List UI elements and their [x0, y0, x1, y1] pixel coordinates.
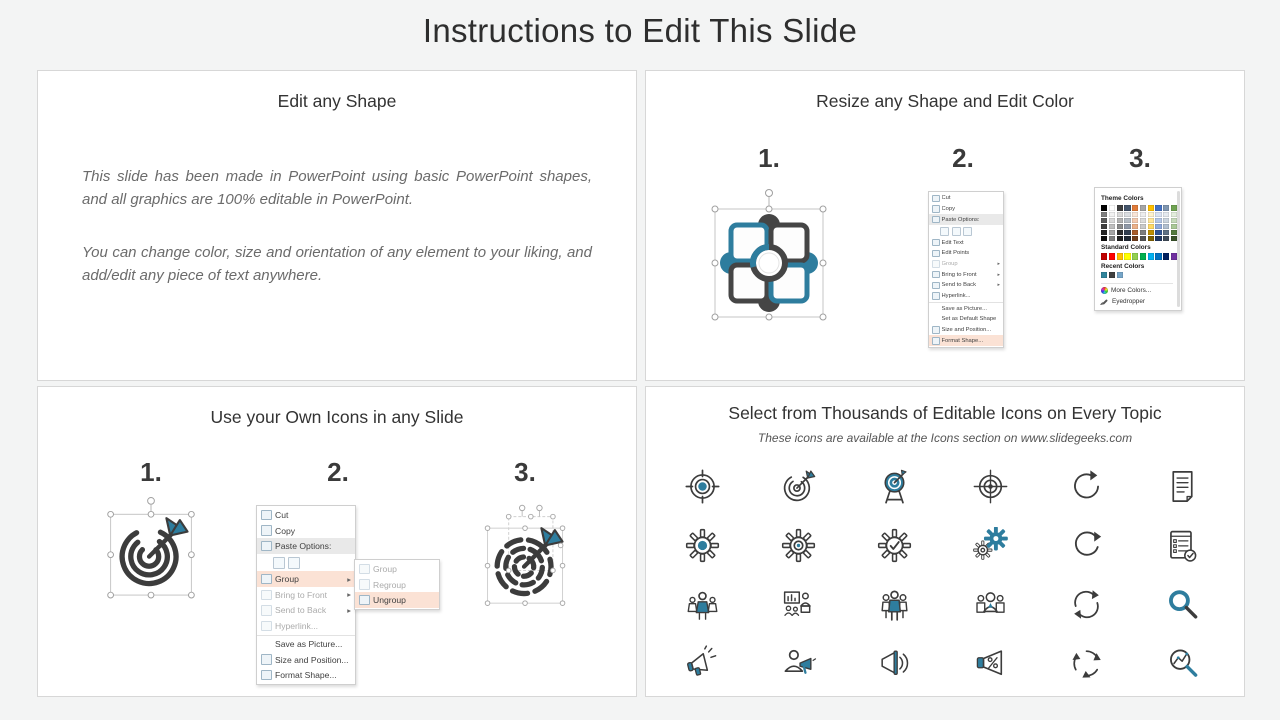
panel-edit-shape [37, 70, 637, 381]
menu-item-save-as-picture[interactable] [257, 635, 355, 652]
theme-color-variant-swatch[interactable] [1132, 212, 1138, 217]
menu-item-group[interactable] [355, 561, 439, 577]
theme-color-swatch[interactable] [1171, 205, 1177, 211]
theme-color-variant-swatch[interactable] [1140, 236, 1146, 241]
recent-colors-label: Recent Colors [1101, 262, 1145, 270]
theme-color-variant-swatch[interactable] [1101, 218, 1107, 223]
presentation-board-icon [778, 585, 818, 625]
menu-item-send-to-back[interactable] [929, 280, 1003, 291]
theme-color-swatch[interactable] [1163, 205, 1169, 211]
menu-item-label: Copy [275, 525, 296, 536]
sync-two-arrows-icon [1066, 585, 1106, 625]
copy-icon [261, 525, 272, 536]
menu-item-hyperlink[interactable] [257, 618, 355, 634]
icons-library-subtitle: These icons are available at the Icons section on www.slidegeeks.com [757, 431, 1133, 445]
submenu-arrow-icon: ▸ [347, 605, 351, 615]
dartboard-dart-icon [778, 467, 818, 507]
submenu-arrow-icon: ▸ [997, 260, 1000, 267]
menu-item-label: Group [373, 563, 397, 574]
menu-item-cut[interactable] [929, 193, 1003, 204]
team-group-icon [874, 585, 914, 625]
cut-icon [932, 195, 940, 203]
standard-color-swatch[interactable] [1171, 253, 1177, 259]
menu-item-label: Regroup [373, 579, 406, 590]
size-position-icon [261, 654, 272, 665]
theme-color-variant-swatch[interactable] [1155, 230, 1161, 235]
standard-color-swatch[interactable] [1109, 253, 1115, 259]
paste-icon [932, 216, 940, 224]
menu-item-edit-points[interactable] [929, 248, 1003, 259]
edit-shape-paragraph-2: You can change color, size and orientation of any element to your liking, and add/edit any piece of text anywhere. [82, 244, 592, 285]
standard-color-swatch[interactable] [1148, 253, 1154, 259]
group-submenu [354, 559, 440, 610]
menu-item-format-shape[interactable] [257, 667, 355, 683]
theme-color-variant-swatch[interactable] [1132, 236, 1138, 241]
theme-color-variant-swatch[interactable] [1171, 212, 1177, 217]
theme-color-variant-swatch[interactable] [1163, 224, 1169, 229]
standard-color-swatch[interactable] [1155, 253, 1161, 259]
crosshair-dot-icon [970, 467, 1010, 507]
menu-item-format-shape[interactable] [929, 335, 1003, 346]
menu-item-label: Edit Points [941, 250, 970, 257]
menu-item-label: Cut [941, 195, 951, 202]
menu-item-label: Group [941, 260, 958, 267]
menu-item-label: Hyperlink... [275, 621, 318, 632]
theme-color-variant-swatch[interactable] [1109, 236, 1115, 241]
theme-color-variant-swatch[interactable] [1101, 224, 1107, 229]
group-icon [359, 564, 370, 575]
paste-button[interactable] [952, 227, 961, 236]
theme-color-variant-swatch[interactable] [1163, 218, 1169, 223]
own-icons-step-3: 3. [514, 457, 536, 487]
menu-item-label: Paste Options: [941, 216, 980, 223]
slide-title: Instructions to Edit This Slide [422, 12, 858, 49]
paste-options-buttons[interactable] [929, 225, 1003, 237]
menu-item-set-as-default-shape[interactable] [929, 314, 1003, 325]
panel-icons-library [645, 386, 1245, 697]
megaphone-waves-icon [874, 644, 914, 684]
ungroup-icon [359, 595, 370, 606]
theme-color-variant-swatch[interactable] [1124, 218, 1130, 223]
paste-options-buttons[interactable] [257, 554, 355, 571]
magnifier-analytics-icon [1162, 644, 1202, 684]
menu-item-label: Paste Options: [275, 541, 332, 552]
panel-own-icons-title: Use your Own Icons in any Slide [210, 407, 464, 427]
menu-item-label: Save as Picture... [941, 305, 987, 312]
paste-icon [261, 541, 272, 552]
theme-color-swatch[interactable] [1132, 205, 1138, 211]
resize-context-menu [928, 191, 1004, 348]
resize-step-1: 1. [758, 143, 780, 173]
theme-color-variant-swatch[interactable] [1155, 224, 1161, 229]
menu-item-size-and-position[interactable] [257, 652, 355, 668]
cut-icon [261, 510, 272, 521]
theme-color-swatch[interactable] [1101, 205, 1107, 211]
edit-text-icon [932, 239, 940, 247]
menu-item-copy[interactable] [929, 204, 1003, 215]
menu-item-edit-text[interactable] [929, 237, 1003, 248]
megaphone-percent-icon [970, 644, 1010, 684]
bring-to-front-icon [261, 590, 272, 601]
standard-color-swatch[interactable] [1163, 253, 1169, 259]
theme-color-variant-swatch[interactable] [1140, 212, 1146, 217]
menu-item-label: Copy [941, 206, 956, 213]
dartboard-stand-icon [874, 467, 914, 507]
submenu-arrow-icon: ▸ [997, 282, 1000, 289]
menu-item-label: Send to Back [941, 282, 976, 289]
document-notes-icon [1162, 467, 1202, 507]
theme-color-variant-swatch[interactable] [1132, 218, 1138, 223]
more-colors-item-label: More Colors... [1111, 287, 1152, 295]
theme-color-variant-swatch[interactable] [1148, 236, 1154, 241]
theme-color-variant-swatch[interactable] [1109, 224, 1115, 229]
own-icons-step-1: 1. [140, 457, 162, 487]
hyperlink-icon [261, 621, 272, 632]
menu-item-paste-options[interactable] [257, 538, 355, 554]
edit-points-icon [932, 250, 940, 258]
menu-item-label: Save as Picture... [275, 638, 343, 649]
panel-own-icons [37, 386, 637, 697]
panel-edit-shape-title: Edit any Shape [277, 91, 397, 111]
format-shape-icon [261, 670, 272, 681]
submenu-arrow-icon: ▸ [997, 271, 1000, 278]
standard-color-swatch[interactable] [1101, 253, 1107, 259]
person-megaphone-icon [778, 644, 818, 684]
theme-color-variant-swatch[interactable] [1109, 218, 1115, 223]
own-icons-context-menu [256, 505, 356, 685]
menu-item-label: Format Shape... [941, 337, 984, 344]
group-icon [932, 260, 940, 268]
menu-item-label: Bring to Front [941, 271, 977, 278]
icons-grid [654, 457, 1230, 693]
theme-color-variant-swatch[interactable] [1132, 230, 1138, 235]
submenu-arrow-icon: ▸ [347, 590, 351, 600]
theme-color-variant-swatch[interactable] [1132, 224, 1138, 229]
menu-item-regroup[interactable] [355, 577, 439, 593]
menu-item-label: Bring to Front [275, 589, 328, 600]
menu-item-copy[interactable] [257, 523, 355, 539]
bring-to-front-icon [932, 271, 940, 279]
paste-button[interactable] [273, 557, 285, 569]
edit-shape-paragraph-1: This slide has been made in PowerPoint using basic PowerPoint shapes, and all graphics are 100% editable in PowerPoint. [82, 168, 592, 209]
icons-library-title: Select from Thousands of Editable Icons on Every Topic [728, 403, 1162, 423]
team-profiles-icon [970, 585, 1010, 625]
size-position-icon [932, 326, 940, 334]
menu-item-cut[interactable] [257, 507, 355, 523]
theme-color-variant-swatch[interactable] [1124, 236, 1130, 241]
standard-color-swatch[interactable] [1140, 253, 1146, 259]
menu-item-label: Send to Back [275, 605, 327, 616]
theme-color-variant-swatch[interactable] [1155, 236, 1161, 241]
theme-color-swatch[interactable] [1124, 205, 1130, 211]
menu-item-bring-to-front[interactable] [257, 587, 355, 603]
theme-color-variant-swatch[interactable] [1101, 236, 1107, 241]
theme-color-variant-swatch[interactable] [1140, 224, 1146, 229]
ungrouped-target-icon-graphic [476, 503, 576, 616]
theme-color-variant-swatch[interactable] [1163, 230, 1169, 235]
theme-color-swatch[interactable] [1148, 205, 1154, 211]
paste-button[interactable] [288, 557, 300, 569]
eyedropper-item-label: Eyedropper [1112, 298, 1146, 306]
menu-item-label: Size and Position... [275, 654, 349, 665]
color-picker [1094, 187, 1182, 311]
theme-color-variant-swatch[interactable] [1117, 212, 1123, 217]
menu-item-label: Format Shape... [275, 670, 337, 681]
theme-color-variant-swatch[interactable] [1155, 218, 1161, 223]
hyperlink-icon [932, 292, 940, 300]
theme-color-variant-swatch[interactable] [1171, 224, 1177, 229]
menu-item-label: Set as Default Shape [941, 316, 997, 323]
sync-three-arrows-icon [1066, 644, 1106, 684]
eyedropper-item[interactable] [1101, 298, 1173, 306]
menu-item-paste-options[interactable] [929, 214, 1003, 225]
target-crosshair-icon [682, 467, 722, 507]
checklist-approved-icon [1162, 526, 1202, 566]
theme-color-variant-swatch[interactable] [1109, 212, 1115, 217]
send-to-back-icon [261, 605, 272, 616]
selected-shape-graphic [707, 185, 831, 330]
menu-item-send-to-back[interactable] [257, 603, 355, 619]
standard-color-swatch[interactable] [1117, 253, 1123, 259]
theme-color-variant-swatch[interactable] [1148, 230, 1154, 235]
standard-color-swatch[interactable] [1124, 253, 1130, 259]
format-shape-icon [932, 337, 940, 345]
panel-resize-shape [645, 70, 1245, 381]
menu-item-label: Edit Text [941, 239, 964, 246]
theme-color-variant-swatch[interactable] [1155, 212, 1161, 217]
theme-color-variant-swatch[interactable] [1163, 236, 1169, 241]
menu-item-label: Ungroup [373, 595, 406, 606]
theme-color-variant-swatch[interactable] [1109, 230, 1115, 235]
group-icon [261, 574, 272, 585]
theme-color-variant-swatch[interactable] [1101, 230, 1107, 235]
menu-item-ungroup[interactable] [355, 592, 439, 608]
theme-color-variant-swatch[interactable] [1163, 212, 1169, 217]
menu-item-size-and-position[interactable] [929, 325, 1003, 336]
gear-solid-icon [682, 526, 722, 566]
selected-target-icon-graphic [101, 493, 201, 606]
standard-colors-label: Standard Colors [1101, 243, 1151, 251]
theme-color-variant-swatch[interactable] [1117, 224, 1123, 229]
regroup-icon [359, 579, 370, 590]
theme-color-variant-swatch[interactable] [1140, 230, 1146, 235]
theme-color-swatch[interactable] [1155, 205, 1161, 211]
theme-color-variant-swatch[interactable] [1117, 236, 1123, 241]
rotate-arrow-icon [1066, 467, 1106, 507]
megaphone-announce-icon [682, 644, 722, 684]
recent-color-swatch[interactable] [1117, 272, 1123, 278]
eyedropper-icon [1101, 298, 1109, 306]
theme-color-variant-swatch[interactable] [1148, 218, 1154, 223]
theme-color-variant-swatch[interactable] [1148, 224, 1154, 229]
menu-item-save-as-picture[interactable] [929, 302, 1003, 314]
gear-check-icon [874, 526, 914, 566]
send-to-back-icon [932, 282, 940, 290]
menu-item-label: Size and Position... [941, 327, 992, 334]
theme-color-variant-swatch[interactable] [1171, 218, 1177, 223]
recent-color-swatch[interactable] [1101, 272, 1107, 278]
magnifier-icon [1162, 585, 1202, 625]
menu-item-label: Cut [275, 509, 289, 520]
resize-step-2: 2. [952, 143, 974, 173]
refresh-arrow-icon [1066, 526, 1106, 566]
menu-item-group[interactable] [929, 259, 1003, 270]
theme-color-variant-swatch[interactable] [1148, 212, 1154, 217]
theme-color-swatch[interactable] [1117, 205, 1123, 211]
standard-color-swatch[interactable] [1132, 253, 1138, 259]
paste-button[interactable] [963, 227, 972, 236]
panel-resize-title: Resize any Shape and Edit Color [816, 91, 1074, 111]
color-wheel-icon [1101, 287, 1108, 294]
theme-color-swatch[interactable] [1109, 205, 1115, 211]
menu-item-group[interactable] [257, 571, 355, 587]
more-colors-item[interactable] [1101, 283, 1173, 295]
own-icons-step-2: 2. [327, 457, 349, 487]
theme-color-variant-swatch[interactable] [1171, 236, 1177, 241]
theme-color-variant-swatch[interactable] [1124, 230, 1130, 235]
theme-color-variant-swatch[interactable] [1117, 230, 1123, 235]
submenu-arrow-icon: ▸ [347, 574, 351, 584]
theme-colors-label: Theme Colors [1101, 195, 1144, 202]
gear-pair-icon [970, 526, 1010, 566]
theme-color-variant-swatch[interactable] [1140, 218, 1146, 223]
paste-button[interactable] [940, 227, 949, 236]
recent-color-swatch[interactable] [1109, 272, 1115, 278]
theme-color-variant-swatch[interactable] [1124, 212, 1130, 217]
speaker-audience-icon [682, 585, 722, 625]
theme-color-variant-swatch[interactable] [1101, 212, 1107, 217]
theme-color-swatch[interactable] [1140, 205, 1146, 211]
menu-item-label: Group [275, 574, 299, 585]
gear-core-icon [778, 526, 818, 566]
menu-item-label: Hyperlink... [941, 293, 971, 300]
resize-step-3: 3. [1129, 143, 1151, 173]
copy-icon [932, 205, 940, 213]
theme-color-variant-swatch[interactable] [1171, 230, 1177, 235]
menu-item-hyperlink[interactable] [929, 291, 1003, 302]
theme-color-variant-swatch[interactable] [1124, 224, 1130, 229]
theme-color-variant-swatch[interactable] [1117, 218, 1123, 223]
menu-item-bring-to-front[interactable] [929, 269, 1003, 280]
